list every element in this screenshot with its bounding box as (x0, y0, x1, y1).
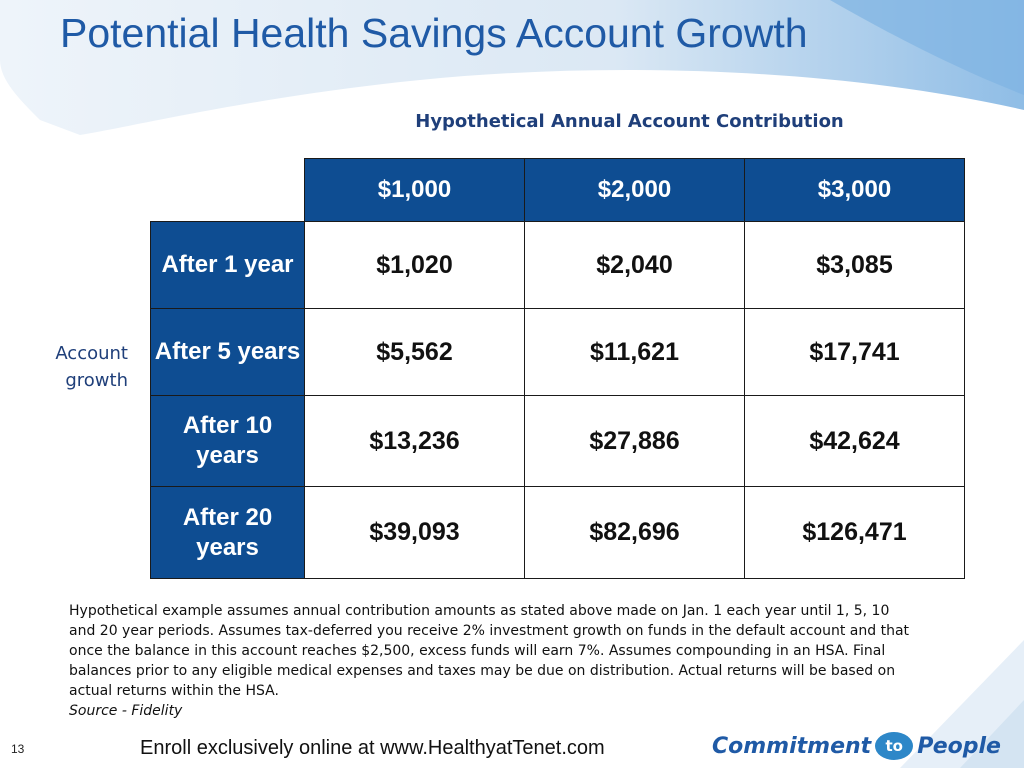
side-label: Account growth (55, 343, 128, 391)
logo-word-people: People (917, 733, 1001, 759)
column-header: $1,000 (305, 159, 525, 222)
table-cell: $5,562 (305, 309, 525, 396)
page-number: 13 (11, 742, 25, 756)
logo-word-commitment: Commitment (712, 733, 872, 759)
table-cell: $82,696 (525, 487, 745, 579)
table-row (151, 309, 965, 396)
footer-enroll-text: Enroll exclusively online at www.HealthyatTenet.com (140, 737, 605, 759)
table-cell: $2,040 (525, 222, 745, 309)
commitment-to-people-logo (712, 730, 1001, 762)
table-cell: $3,085 (745, 222, 965, 309)
table-subtitle: Hypothetical Annual Account Contribution (415, 111, 844, 132)
table-row (151, 396, 965, 487)
table-row (151, 487, 965, 579)
row-header: After 5 years (151, 309, 305, 396)
table-cell: $13,236 (305, 396, 525, 487)
row-header: After 10 years (151, 396, 305, 487)
table-cell: $17,741 (745, 309, 965, 396)
table-cell: $11,621 (525, 309, 745, 396)
column-header: $3,000 (745, 159, 965, 222)
logo-to-badge: to (875, 732, 913, 760)
page-title: Potential Health Savings Account Growth (60, 10, 808, 56)
row-header: After 20 years (151, 487, 305, 579)
table-row (151, 222, 965, 309)
table-corner (151, 159, 305, 222)
table-header-row (151, 159, 965, 222)
row-header: After 1 year (151, 222, 305, 309)
column-header: $2,000 (525, 159, 745, 222)
table-cell: $27,886 (525, 396, 745, 487)
table-cell: $39,093 (305, 487, 525, 579)
source-credit: Source - Fidelity (69, 703, 183, 719)
disclaimer-note (69, 601, 919, 721)
table-cell: $126,471 (745, 487, 965, 579)
growth-table (150, 158, 965, 579)
table-cell: $1,020 (305, 222, 525, 309)
table-cell: $42,624 (745, 396, 965, 487)
disclaimer-text: Hypothetical example assumes annual contribution amounts as stated above made on Jan. 1 each year until 1, 5, 10 and 20 year periods. Assumes tax-deferred you receive 2% investment growth on funds in the default account and that once the balance in this account reaches $2,500, excess funds will earn 7%. Assumes compounding in an HSA. Final balances prior to any eligible medical expenses and taxes may be due on distribution. Actual returns will be based on actual returns within the HSA. (69, 603, 910, 699)
